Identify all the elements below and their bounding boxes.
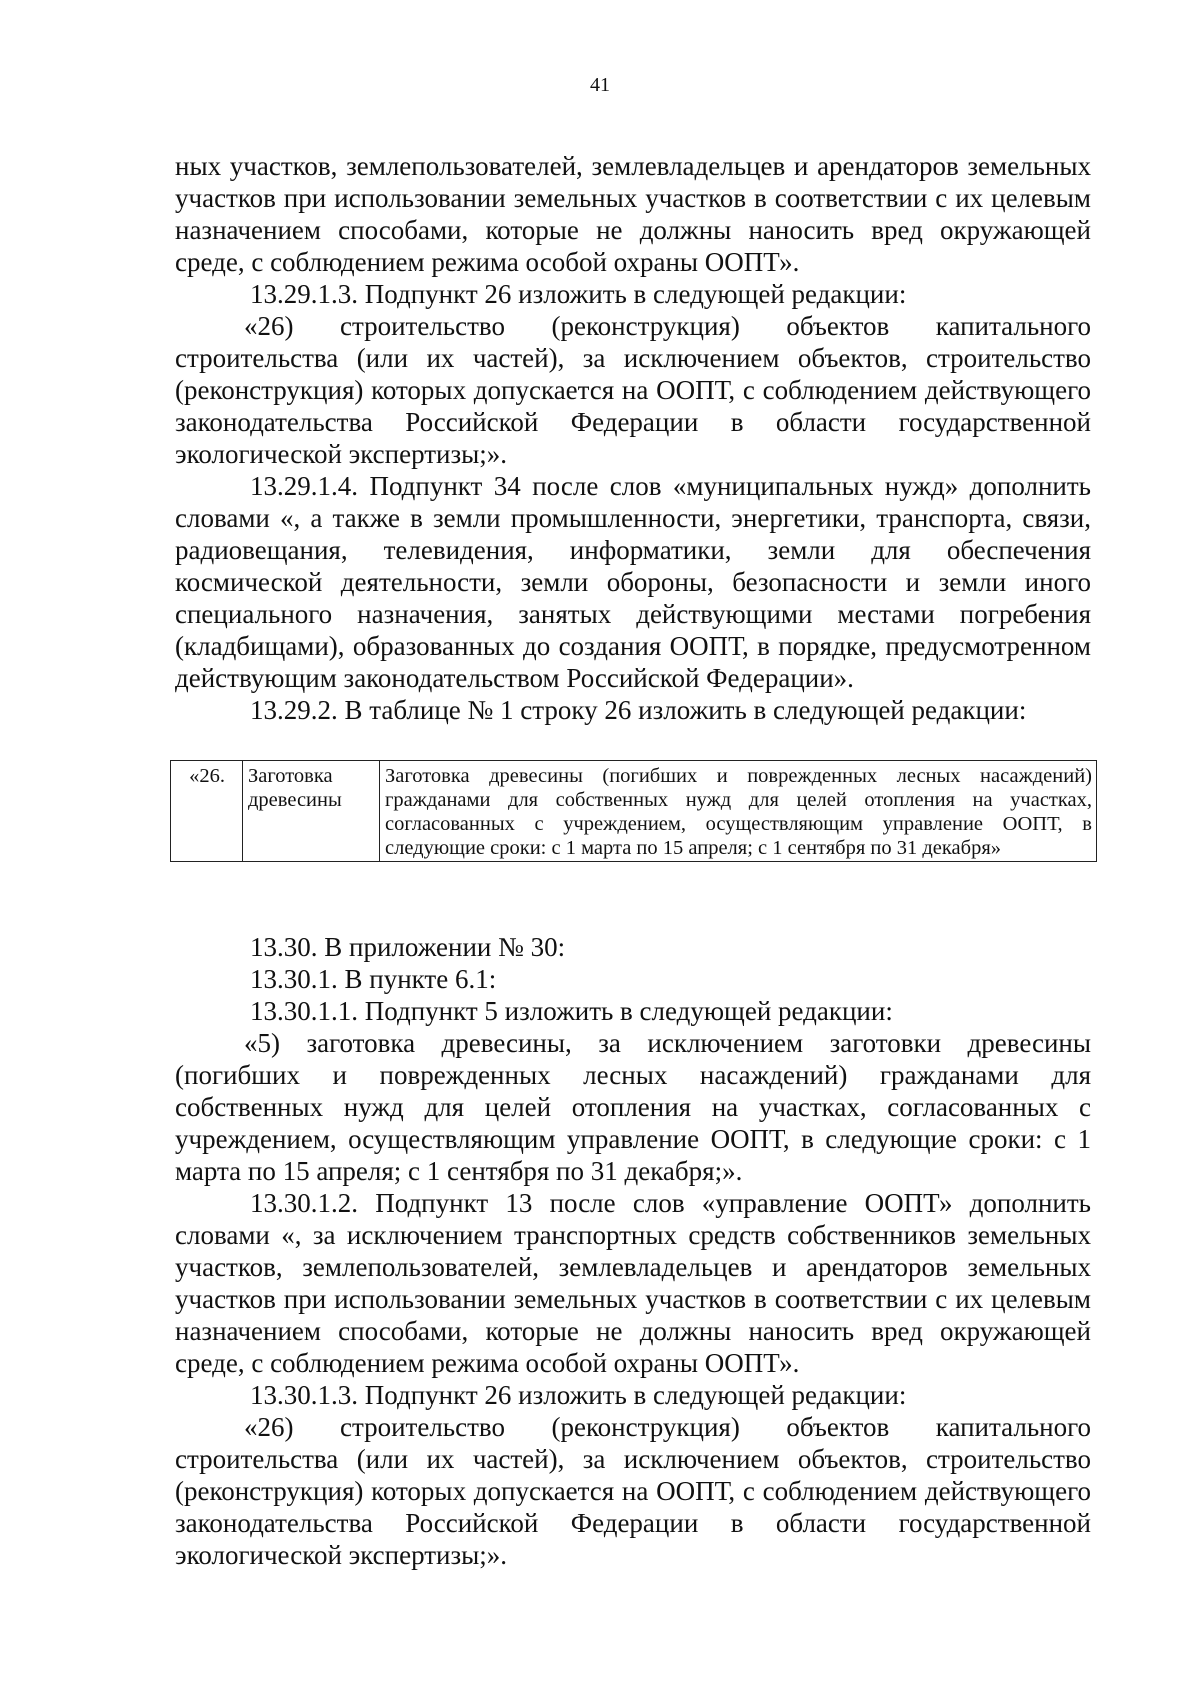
paragraph: 13.30.1.3. Подпункт 26 изложить в следующей редакции:	[250, 1380, 907, 1410]
paragraph: 13.30.1. В пункте 6.1:	[250, 964, 497, 994]
activity-name-cell: Заготовка древесины	[243, 761, 380, 862]
row-number-cell: «26.	[171, 761, 243, 862]
paragraph: 13.29.1.4. Подпункт 34 после слов «муниципальных нужд» дополнить словами «, а также в земли промышленности, энергетики, транспорта, связи, радиовещания, телевидения, информатики, земли для обеспечения космической деятельности, земли обороны, безопасности и земли иного специального назначения, занятых действующими местами погребения (кладбищами), образованных до создания ООПТ, в порядке, предусмотренном действующим законодательством Российской Федерации».	[175, 471, 1091, 693]
paragraph: 13.29.2. В таблице № 1 строку 26 изложить в следующей редакции:	[250, 695, 1027, 725]
paragraph: «26) строительство (реконструкция) объектов капитального строительства (или их частей), за исключением объектов, строительство (реконструкция) которых допускается на ООПТ, с соблюдением действующего законодательства Российской Федерации в области государственной экологической экспертизы;».	[175, 311, 1091, 469]
paragraph: «5) заготовка древесины, за исключением заготовки древесины (погибших и поврежденных лесных насаждений) гражданами для собственных нужд для целей отопления на участках, согласованных с учреждением, осуществляющим управление ООПТ, в следующие сроки: с 1 марта по 15 апреля; с 1 сентября по 31 декабря;».	[175, 1028, 1091, 1186]
paragraph: 13.30. В приложении № 30:	[250, 932, 566, 962]
paragraph: ных участков, землепользователей, землевладельцев и арендаторов земельных участков при использовании земельных участков в соответствии с их целевым назначением способами, которые не должны наносить вред окружающей среде, с соблюдением режима особой охраны ООПТ».	[175, 151, 1091, 277]
paragraph: 13.30.1.2. Подпункт 13 после слов «управление ООПТ» дополнить словами «, за исключением транспортных средств собственников земельных участков, землепользователей, землевладельцев и арендаторов земельных участков при использовании земельных участков в соответствии с их целевым назначением способами, которые не должны наносить вред окружающей среде, с соблюдением режима особой охраны ООПТ».	[175, 1188, 1091, 1378]
page-number: 41	[590, 74, 610, 96]
activity-description-cell: Заготовка древесины (погибших и поврежденных лесных насаждений) гражданами для собственных нужд для целей отопления на участках, согласованных с учреждением, осуществляющим управление ООПТ, в следующие сроки: с 1 марта по 15 апреля; с 1 сентября по 31 декабря»	[380, 761, 1097, 862]
paragraph: 13.30.1.1. Подпункт 5 изложить в следующей редакции:	[250, 996, 893, 1026]
paragraph: 13.29.1.3. Подпункт 26 изложить в следующей редакции:	[250, 279, 907, 309]
table-row	[171, 761, 1097, 862]
text-block-lower	[175, 931, 1091, 1571]
species-table	[170, 760, 1097, 862]
paragraph: «26) строительство (реконструкция) объектов капитального строительства (или их частей), за исключением объектов, строительство (реконструкция) которых допускается на ООПТ, с соблюдением действующего законодательства Российской Федерации в области государственной экологической экспертизы;».	[175, 1412, 1091, 1570]
text-block-upper	[175, 150, 1091, 726]
